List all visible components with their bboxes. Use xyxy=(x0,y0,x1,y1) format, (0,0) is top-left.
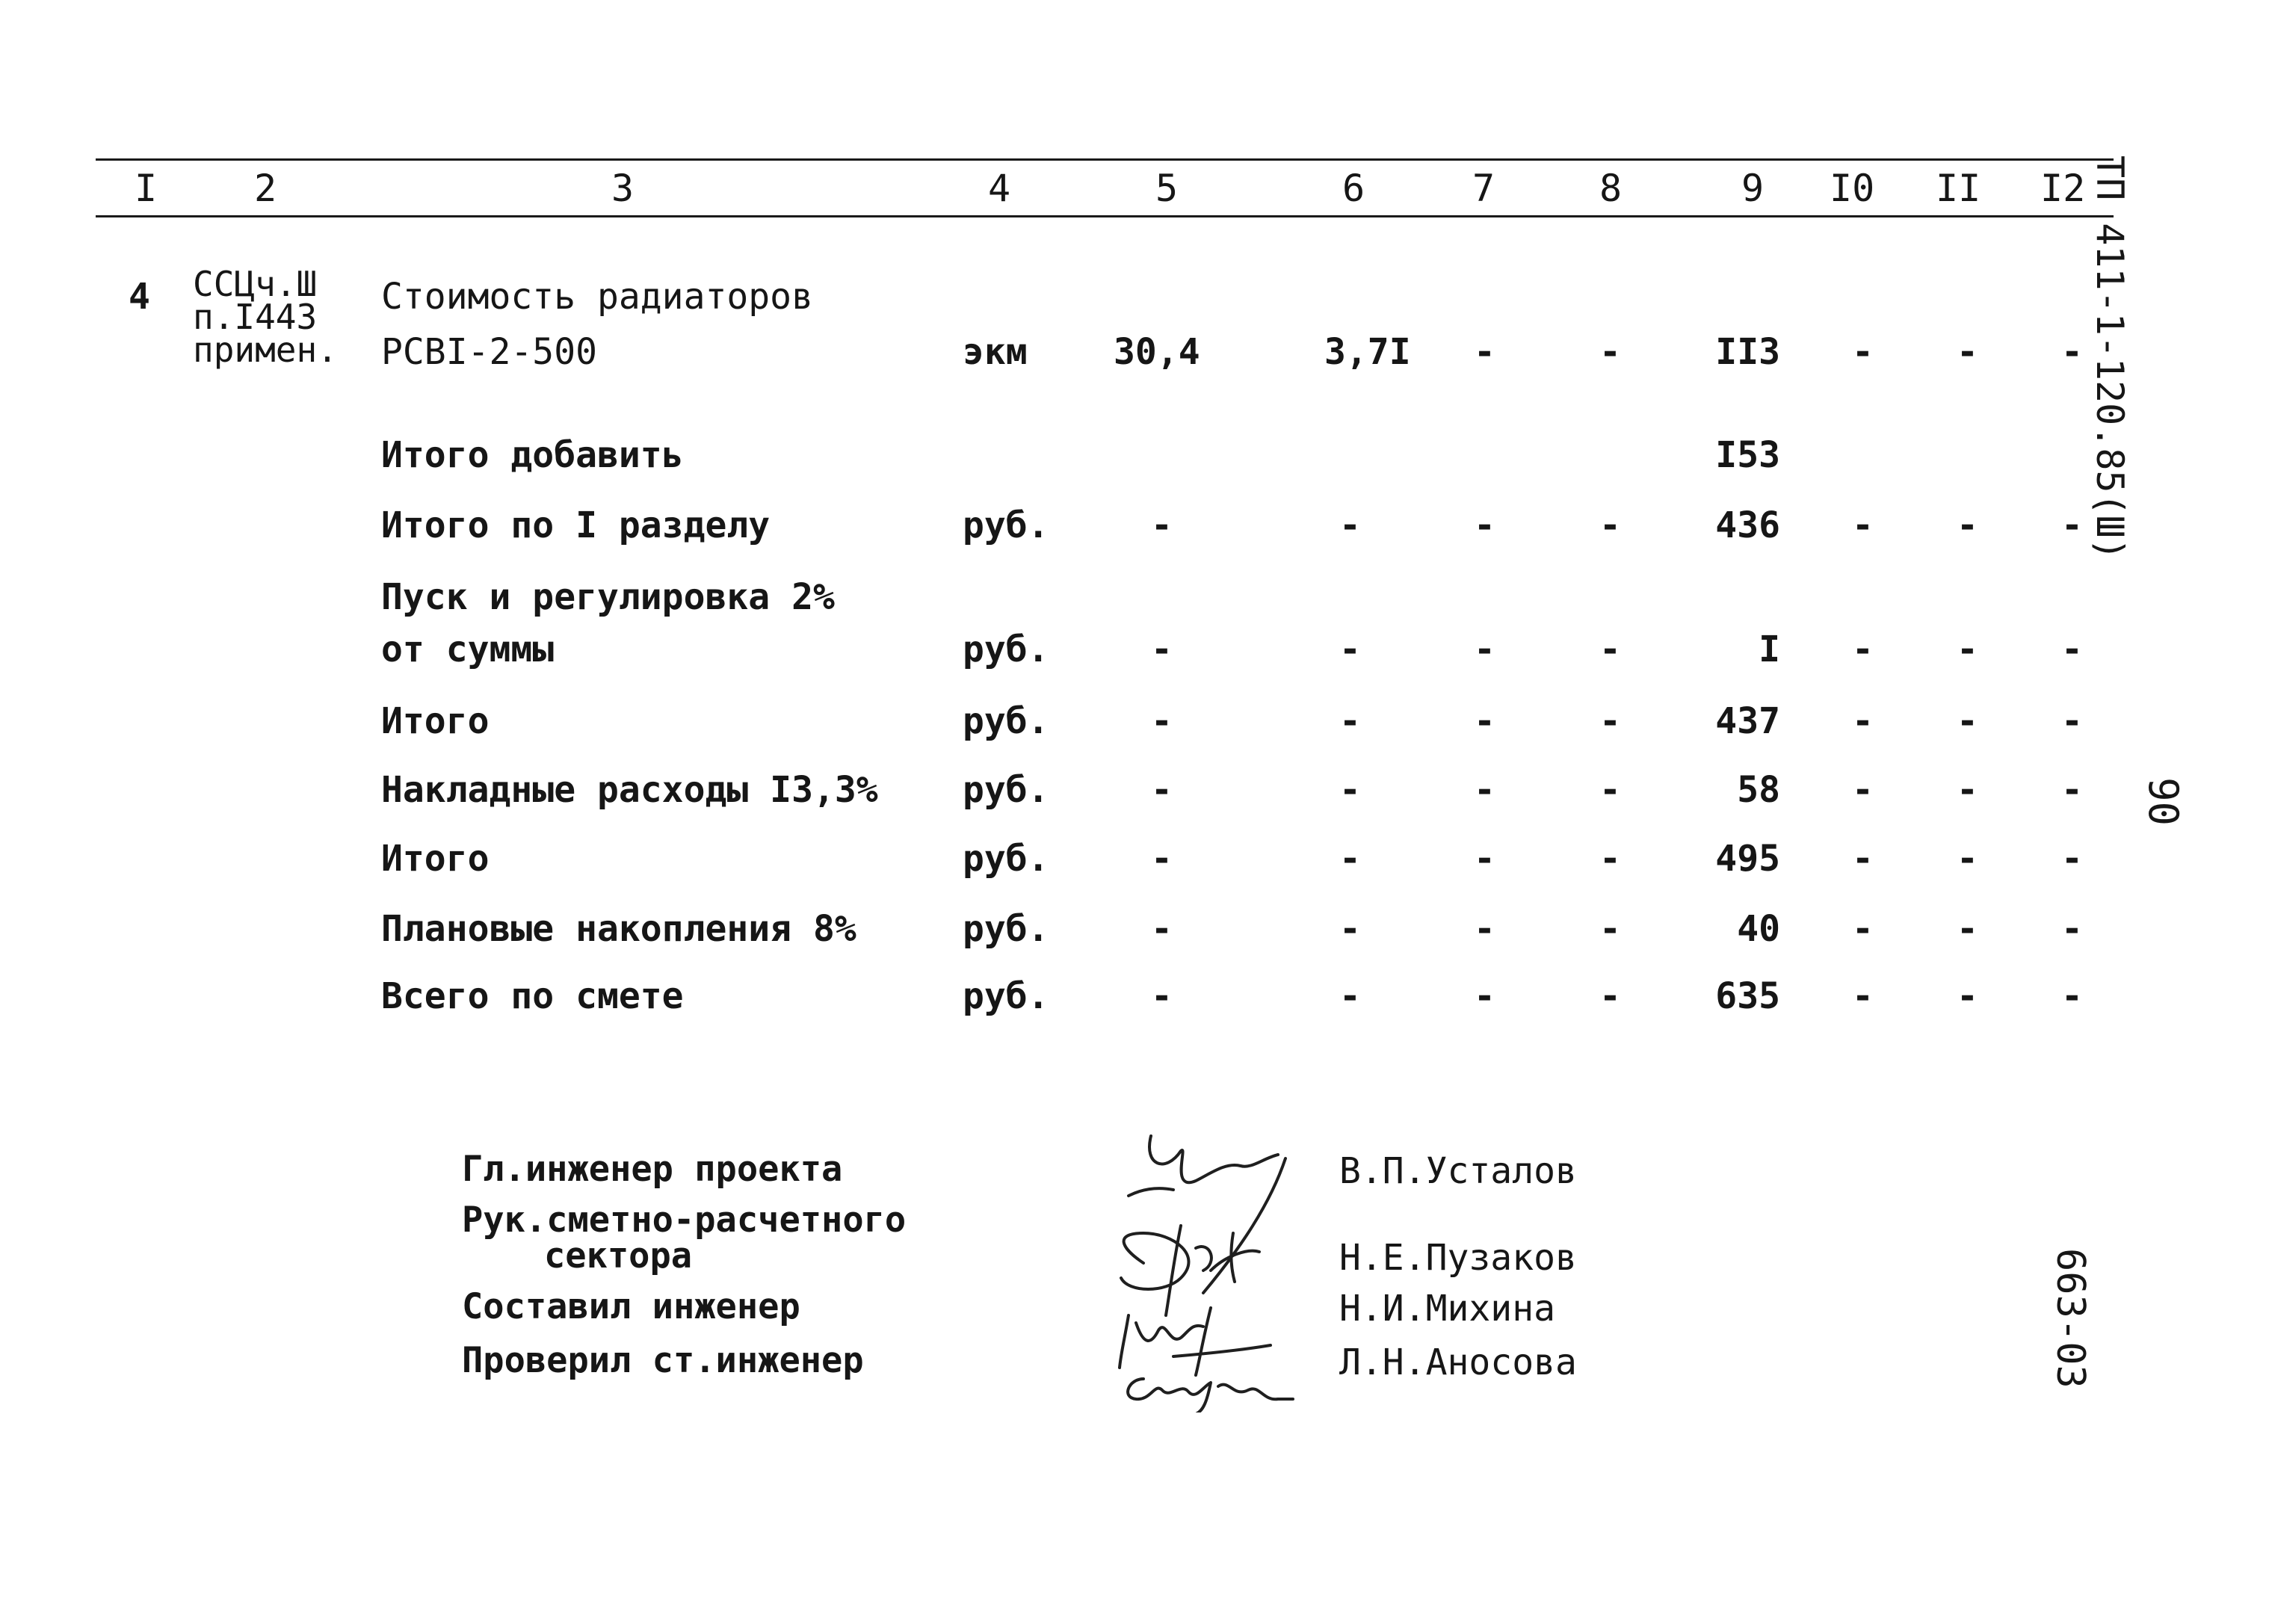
signatory-name: Н.И.Михина xyxy=(1339,1288,1555,1330)
unit: руб. xyxy=(963,908,1049,950)
column-number-3: 3 xyxy=(611,167,635,210)
col12-value: - xyxy=(2061,331,2083,373)
dash: - xyxy=(1339,769,1361,811)
document-code: ТП 411-1-120.85(Ш) xyxy=(2088,155,2131,561)
table-header-rule xyxy=(96,215,2114,217)
item-name: Пуск и регулировка 2% xyxy=(381,576,835,618)
total-value: II3 xyxy=(1715,331,1780,373)
column-number-11: II xyxy=(1936,167,1981,210)
dash: - xyxy=(2061,769,2083,811)
total-value: 40 xyxy=(1737,908,1780,950)
dash: - xyxy=(1599,504,1621,546)
dash: - xyxy=(2061,504,2083,546)
dash: - xyxy=(1151,769,1173,811)
column-number-8: 8 xyxy=(1599,167,1623,210)
dash: - xyxy=(1474,769,1495,811)
column-number-10: I0 xyxy=(1830,167,1875,210)
table-row xyxy=(0,695,2167,747)
unit: руб. xyxy=(963,769,1049,811)
item-name: Итого xyxy=(381,700,490,742)
dash: - xyxy=(2061,975,2083,1017)
col7-value: - xyxy=(1474,331,1495,373)
column-number-5: 5 xyxy=(1155,167,1179,210)
signatory-title: сектора xyxy=(544,1235,693,1276)
dash: - xyxy=(1151,629,1173,670)
total-value: 58 xyxy=(1737,769,1780,811)
dash: - xyxy=(1474,504,1495,546)
dash: - xyxy=(1339,700,1361,742)
dash: - xyxy=(1852,975,1874,1017)
dash: - xyxy=(1957,769,1978,811)
table-top-rule xyxy=(96,158,2114,161)
table-row xyxy=(0,903,2167,955)
dash: - xyxy=(1957,975,1978,1017)
table-row xyxy=(0,623,2167,676)
signatory-title: Рук.сметно-расчетного xyxy=(462,1200,907,1241)
total-value: I53 xyxy=(1715,434,1780,476)
dash: - xyxy=(1957,629,1978,670)
signatory-name: В.П.Усталов xyxy=(1339,1150,1577,1192)
dash: - xyxy=(1957,700,1978,742)
table-row xyxy=(0,499,2167,552)
signatory-title: Составил инженер xyxy=(462,1286,800,1327)
source-line: примен. xyxy=(193,330,338,370)
dash: - xyxy=(1339,629,1361,670)
dash: - xyxy=(1151,700,1173,742)
dash: - xyxy=(1957,838,1978,880)
dash: - xyxy=(1957,908,1978,950)
col10-value: - xyxy=(1852,331,1874,373)
dash: - xyxy=(2061,908,2083,950)
dash: - xyxy=(1852,629,1874,670)
dash: - xyxy=(1474,700,1495,742)
handwritten-signatures xyxy=(1099,1121,1345,1412)
signatory-title: Проверил ст.инженер xyxy=(462,1340,864,1381)
item-name: Итого добавить xyxy=(381,434,684,476)
dash: - xyxy=(1852,838,1874,880)
dash: - xyxy=(1151,908,1173,950)
signature-mikhina xyxy=(1120,1308,1271,1375)
unit: руб. xyxy=(963,838,1049,880)
quantity: 30,4 xyxy=(1114,331,1200,373)
dash: - xyxy=(2061,629,2083,670)
dash: - xyxy=(1339,908,1361,950)
unit: экм xyxy=(963,331,1028,373)
signatory-name: Н.Е.Пузаков xyxy=(1339,1237,1577,1279)
signatory-title: Гл.инженер проекта xyxy=(462,1149,843,1190)
archive-code: 663-03 xyxy=(2048,1248,2093,1389)
dash: - xyxy=(2061,838,2083,880)
item-name: Накладные расходы I3,3% xyxy=(381,769,878,811)
dash: - xyxy=(1599,700,1621,742)
table-row xyxy=(0,833,2167,885)
dash: - xyxy=(1474,838,1495,880)
column-number-9: 9 xyxy=(1741,167,1765,210)
col11-value: - xyxy=(1957,331,1978,373)
unit: руб. xyxy=(963,975,1049,1017)
dash: - xyxy=(1599,629,1621,670)
dash: - xyxy=(1474,908,1495,950)
total-value: I xyxy=(1759,629,1780,670)
col8-value: - xyxy=(1599,331,1621,373)
table-row xyxy=(0,970,2167,1022)
dash: - xyxy=(1339,975,1361,1017)
total-value: 436 xyxy=(1715,504,1780,546)
signature-puzakov xyxy=(1121,1226,1259,1315)
column-number-6: 6 xyxy=(1342,167,1365,210)
dash: - xyxy=(1151,838,1173,880)
dash: - xyxy=(1599,838,1621,880)
table-row xyxy=(0,326,2167,378)
item-name: от суммы xyxy=(381,629,555,670)
unit: руб. xyxy=(963,700,1049,742)
signatory-name: Л.Н.Аносова xyxy=(1339,1342,1577,1383)
item-name: Стоимость радиаторов xyxy=(381,276,813,318)
item-name: Итого xyxy=(381,838,490,880)
total-value: 635 xyxy=(1715,975,1780,1017)
source-line: п.I443 xyxy=(193,297,318,337)
page-number: 90 xyxy=(2140,777,2187,827)
dash: - xyxy=(1474,629,1495,670)
signature-anosova xyxy=(1128,1379,1293,1412)
column-number-7: 7 xyxy=(1472,167,1495,210)
table-row xyxy=(0,429,2167,481)
column-number-4: 4 xyxy=(988,167,1011,210)
total-value: 437 xyxy=(1715,700,1780,742)
item-name: РСВI-2-500 xyxy=(381,331,597,373)
dash: - xyxy=(1852,769,1874,811)
unit-price: 3,7I xyxy=(1324,331,1411,373)
dash: - xyxy=(2061,700,2083,742)
item-name: Итого по I разделу xyxy=(381,504,771,546)
dash: - xyxy=(1852,504,1874,546)
table-row xyxy=(0,764,2167,816)
row-number: 4 xyxy=(129,276,150,318)
dash: - xyxy=(1852,908,1874,950)
column-number-12: I2 xyxy=(2040,167,2086,210)
dash: - xyxy=(1599,769,1621,811)
item-name: Плановые накопления 8% xyxy=(381,908,856,950)
column-number-1: I xyxy=(135,167,158,210)
unit: руб. xyxy=(963,629,1049,670)
dash: - xyxy=(1957,504,1978,546)
source-line: ССЦч.Ш xyxy=(193,264,318,304)
column-number-2: 2 xyxy=(254,167,277,210)
unit: руб. xyxy=(963,504,1049,546)
dash: - xyxy=(1474,975,1495,1017)
dash: - xyxy=(1599,908,1621,950)
dash: - xyxy=(1151,975,1173,1017)
item-name: Всего по смете xyxy=(381,975,684,1017)
dash: - xyxy=(1151,504,1173,546)
dash: - xyxy=(1339,504,1361,546)
total-value: 495 xyxy=(1715,838,1780,880)
dash: - xyxy=(1339,838,1361,880)
dash: - xyxy=(1599,975,1621,1017)
dash: - xyxy=(1852,700,1874,742)
